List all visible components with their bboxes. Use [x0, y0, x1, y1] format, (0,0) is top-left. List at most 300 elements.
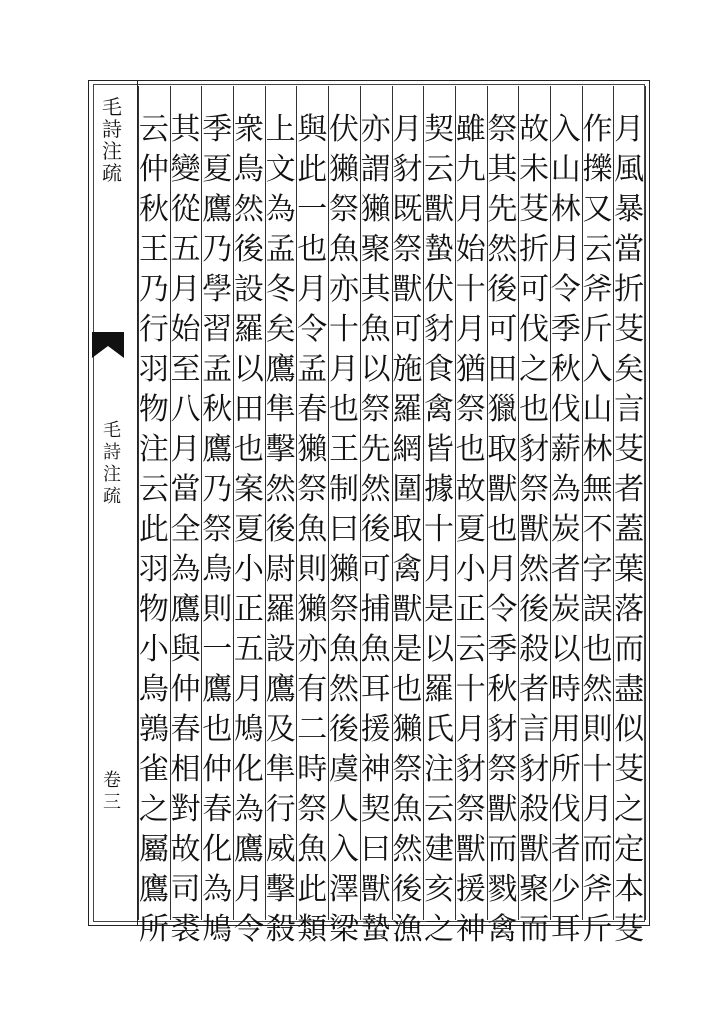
text-char: 擊 [265, 872, 296, 907]
text-char: 者 [550, 552, 581, 587]
text-char: 也 [202, 712, 233, 747]
text-char: 小 [455, 552, 486, 587]
text-char: 祭 [297, 792, 328, 827]
text-char: 為 [233, 792, 264, 827]
margin-char: 疏 [102, 161, 122, 185]
text-char: 芟 [614, 752, 645, 787]
fish-tail-mark-icon [90, 330, 126, 360]
text-char: 王 [328, 432, 359, 467]
text-char: 折 [614, 272, 645, 307]
text-char: 鷹 [202, 672, 233, 707]
text-char: 契 [360, 792, 391, 827]
text-char: 隼 [265, 752, 296, 787]
margin-title-top-text [102, 96, 122, 184]
text-char: 斤 [582, 312, 613, 347]
text-char: 曰 [328, 512, 359, 547]
text-char: 祭 [328, 192, 359, 227]
text-char: 魚 [297, 832, 328, 867]
text-char: 然 [582, 672, 613, 707]
text-char: 入 [550, 112, 581, 147]
text-char: 獺 [392, 712, 423, 747]
text-char: 矣 [614, 352, 645, 387]
text-char: 衆 [233, 112, 264, 147]
text-char: 當 [614, 232, 645, 267]
text-char: 擊 [265, 432, 296, 467]
text-char: 仲 [170, 672, 201, 707]
text-char: 取 [392, 512, 423, 547]
text-char: 也 [582, 632, 613, 667]
text-char: 物 [138, 592, 169, 627]
text-char: 始 [455, 232, 486, 267]
text-char: 既 [392, 192, 423, 227]
text-char: 夏 [202, 152, 233, 187]
text-char: 用 [550, 712, 581, 747]
text-char: 二 [297, 712, 328, 747]
text-char: 豺 [487, 712, 518, 747]
text-char: 季 [487, 632, 518, 667]
text-char: 梁 [328, 912, 359, 947]
text-char: 春 [170, 712, 201, 747]
text-char: 秋 [487, 672, 518, 707]
text-char: 是 [392, 632, 423, 667]
text-char: 折 [519, 232, 550, 267]
text-char: 獺 [297, 432, 328, 467]
text-char: 亥 [424, 872, 455, 907]
text-char: 令 [487, 592, 518, 627]
text-char: 豺 [455, 752, 486, 787]
text-char: 聚 [519, 872, 550, 907]
text-char: 十 [582, 752, 613, 787]
text-char: 後 [360, 512, 391, 547]
text-char: 獸 [519, 832, 550, 867]
text-char: 設 [265, 632, 296, 667]
text-char: 亦 [360, 112, 391, 147]
text-char: 鳥 [202, 552, 233, 587]
text-char: 田 [233, 392, 264, 427]
text-char: 屬 [138, 832, 169, 867]
text-char: 鳩 [202, 912, 233, 947]
text-char: 之 [519, 352, 550, 387]
text-char: 鶉 [138, 712, 169, 747]
text-char: 從 [170, 192, 201, 227]
text-char: 祭 [202, 512, 233, 547]
text-char: 羅 [424, 672, 455, 707]
text-char: 禽 [487, 912, 518, 947]
text-char: 夏 [455, 512, 486, 547]
text-char: 然 [233, 192, 264, 227]
text-char: 春 [202, 792, 233, 827]
text-char: 對 [170, 792, 201, 827]
text-char: 殺 [519, 792, 550, 827]
text-char: 尉 [265, 552, 296, 587]
text-char: 取 [487, 432, 518, 467]
text-char: 令 [550, 272, 581, 307]
text-char: 月 [170, 272, 201, 307]
text-char: 山 [550, 152, 581, 187]
text-char: 殺 [519, 632, 550, 667]
text-char: 鷹 [170, 592, 201, 627]
text-char: 十 [455, 272, 486, 307]
text-char: 鷹 [202, 192, 233, 227]
text-char: 獸 [392, 592, 423, 627]
text-char: 伐 [550, 392, 581, 427]
text-char: 伐 [519, 312, 550, 347]
text-char: 獺 [328, 552, 359, 587]
text-char: 斧 [582, 872, 613, 907]
text-char: 鷹 [233, 832, 264, 867]
margin-char: 詩 [103, 442, 121, 463]
text-char: 仲 [202, 752, 233, 787]
text-char: 者 [519, 672, 550, 707]
text-char: 蟄 [360, 912, 391, 947]
text-char: 以 [550, 632, 581, 667]
text-char: 少 [550, 872, 581, 907]
text-char: 祭 [328, 592, 359, 627]
text-char: 獸 [519, 512, 550, 547]
text-char: 也 [297, 232, 328, 267]
text-char: 後 [233, 232, 264, 267]
text-char: 之 [138, 792, 169, 827]
text-char: 云 [582, 232, 613, 267]
text-char: 未 [519, 152, 550, 187]
text-char: 網 [392, 432, 423, 467]
text-char: 王 [138, 232, 169, 267]
text-char: 獸 [424, 192, 455, 227]
text-char: 也 [233, 432, 264, 467]
margin-char: 注 [103, 464, 121, 485]
text-char: 羅 [233, 312, 264, 347]
text-char: 豺 [519, 432, 550, 467]
text-char: 而 [487, 832, 518, 867]
text-char: 為 [550, 472, 581, 507]
text-char: 葉 [614, 552, 645, 587]
text-char: 裘 [170, 912, 201, 947]
text-char: 云 [424, 152, 455, 187]
text-char: 八 [170, 392, 201, 427]
text-char: 契 [424, 112, 455, 147]
text-char: 注 [424, 752, 455, 787]
text-char: 獸 [392, 272, 423, 307]
text-char: 學 [202, 272, 233, 307]
text-char: 所 [138, 912, 169, 947]
text-char: 秋 [138, 192, 169, 227]
text-char: 魚 [392, 792, 423, 827]
text-char: 言 [519, 712, 550, 747]
text-char: 孟 [297, 352, 328, 387]
text-char: 然 [519, 552, 550, 587]
text-char: 然 [487, 232, 518, 267]
text-char: 月 [233, 672, 264, 707]
text-char: 與 [170, 632, 201, 667]
text-char: 月 [392, 112, 423, 147]
text-char: 不 [582, 512, 613, 547]
text-char: 九 [455, 152, 486, 187]
text-char: 可 [487, 312, 518, 347]
text-char: 月 [614, 112, 645, 147]
margin-title-top [100, 96, 124, 184]
text-char: 者 [614, 472, 645, 507]
text-char: 又 [582, 192, 613, 227]
margin-char: 疏 [103, 486, 121, 507]
text-char: 季 [550, 312, 581, 347]
text-char: 可 [392, 312, 423, 347]
text-char: 正 [233, 592, 264, 627]
text-char: 戮 [487, 872, 518, 907]
text-char: 羅 [265, 592, 296, 627]
text-char: 先 [487, 192, 518, 227]
text-char: 月 [487, 552, 518, 587]
text-char: 化 [233, 752, 264, 787]
text-char: 捕 [360, 592, 391, 627]
text-char: 行 [138, 312, 169, 347]
text-char: 令 [297, 312, 328, 347]
text-char: 乃 [138, 272, 169, 307]
text-char: 月 [170, 432, 201, 467]
text-char: 祭 [360, 392, 391, 427]
text-char: 獺 [360, 192, 391, 227]
text-char: 與 [297, 112, 328, 147]
text-char: 小 [138, 632, 169, 667]
text-char: 月 [455, 712, 486, 747]
text-char: 以 [360, 352, 391, 387]
text-char: 秋 [550, 352, 581, 387]
text-char: 炭 [550, 512, 581, 547]
text-char: 而 [519, 912, 550, 947]
text-char: 漁 [392, 912, 423, 947]
text-char: 鷹 [138, 872, 169, 907]
text-char: 然 [328, 672, 359, 707]
text-char: 亦 [328, 272, 359, 307]
text-char: 也 [487, 512, 518, 547]
text-char: 云 [424, 792, 455, 827]
text-char: 仲 [138, 152, 169, 187]
text-char: 亦 [297, 632, 328, 667]
text-char: 冬 [265, 272, 296, 307]
text-char: 上 [265, 112, 296, 147]
text-char: 豺 [519, 752, 550, 787]
text-char: 然 [360, 472, 391, 507]
text-char: 斤 [582, 912, 613, 947]
text-char: 祭 [392, 752, 423, 787]
text-char: 春 [297, 392, 328, 427]
text-char: 禽 [424, 392, 455, 427]
text-char: 雀 [138, 752, 169, 787]
text-char: 據 [424, 472, 455, 507]
text-char: 十 [455, 672, 486, 707]
text-char: 林 [550, 192, 581, 227]
text-char: 以 [424, 632, 455, 667]
text-char: 斧 [582, 272, 613, 307]
text-char: 鷹 [265, 672, 296, 707]
text-char: 而 [582, 832, 613, 867]
text-char: 本 [614, 872, 645, 907]
text-char: 誤 [582, 592, 613, 627]
text-char: 謂 [360, 152, 391, 187]
text-char: 神 [455, 912, 486, 947]
text-char: 魚 [297, 512, 328, 547]
text-char: 變 [170, 152, 201, 187]
text-char: 相 [170, 752, 201, 787]
margin-page-number [100, 770, 124, 814]
text-char: 是 [424, 592, 455, 627]
text-char: 也 [392, 672, 423, 707]
text-char: 氏 [424, 712, 455, 747]
text-char: 禽 [392, 552, 423, 587]
text-char: 羽 [138, 552, 169, 587]
text-char: 耳 [550, 912, 581, 947]
text-char: 此 [297, 872, 328, 907]
text-char: 月 [328, 352, 359, 387]
text-char: 施 [392, 352, 423, 387]
text-char: 圍 [392, 472, 423, 507]
text-char: 故 [455, 472, 486, 507]
text-char: 當 [170, 472, 201, 507]
text-char: 至 [170, 352, 201, 387]
text-char: 魚 [328, 632, 359, 667]
text-char: 伏 [424, 272, 455, 307]
text-char: 虞 [328, 752, 359, 787]
text-char: 羽 [138, 352, 169, 387]
text-char: 也 [328, 392, 359, 427]
text-char: 司 [170, 872, 201, 907]
text-char: 五 [233, 632, 264, 667]
text-char: 則 [582, 712, 613, 747]
margin-char: 卷 [103, 770, 121, 791]
text-char: 物 [138, 392, 169, 427]
margin-page-number-text [103, 770, 121, 814]
text-char: 季 [202, 112, 233, 147]
text-column [126, 110, 182, 947]
text-char: 後 [265, 512, 296, 547]
text-char: 似 [614, 712, 645, 747]
margin-char: 三 [103, 792, 121, 813]
text-char: 乃 [202, 472, 233, 507]
text-char: 擽 [582, 152, 613, 187]
text-char: 可 [360, 552, 391, 587]
text-char: 始 [170, 312, 201, 347]
text-char: 行 [265, 792, 296, 827]
text-char: 以 [233, 352, 264, 387]
text-char: 獸 [487, 472, 518, 507]
margin-char: 詩 [102, 117, 122, 141]
text-char: 建 [424, 832, 455, 867]
text-char: 祭 [455, 392, 486, 427]
text-char: 言 [614, 392, 645, 427]
text-char: 云 [455, 632, 486, 667]
text-char: 獸 [455, 832, 486, 867]
text-char: 落 [614, 592, 645, 627]
text-char: 則 [297, 552, 328, 587]
margin-char: 毛 [102, 95, 122, 119]
text-char: 人 [328, 792, 359, 827]
text-char: 炭 [550, 592, 581, 627]
text-char: 孟 [265, 232, 296, 267]
text-char: 豺 [424, 312, 455, 347]
text-char: 故 [170, 832, 201, 867]
text-char: 伏 [328, 112, 359, 147]
text-char: 然 [392, 832, 423, 867]
text-char: 類 [297, 912, 328, 947]
text-char: 後 [519, 592, 550, 627]
text-char: 云 [138, 112, 169, 147]
text-char: 鷹 [202, 432, 233, 467]
text-char: 暴 [614, 192, 645, 227]
text-char: 為 [170, 552, 201, 587]
text-char: 之 [614, 792, 645, 827]
text-char: 案 [233, 472, 264, 507]
text-char: 注 [138, 432, 169, 467]
text-char: 故 [519, 112, 550, 147]
text-char: 月 [233, 872, 264, 907]
text-char: 也 [519, 392, 550, 427]
text-char: 後 [328, 712, 359, 747]
text-char: 獵 [487, 392, 518, 427]
text-char: 時 [297, 752, 328, 787]
text-char: 所 [550, 752, 581, 787]
text-char: 習 [202, 312, 233, 347]
text-char: 月 [550, 232, 581, 267]
text-char: 蓋 [614, 512, 645, 547]
text-char: 芟 [614, 432, 645, 467]
text-char: 獸 [487, 792, 518, 827]
text-char: 耳 [360, 672, 391, 707]
text-char: 皆 [424, 432, 455, 467]
text-char: 之 [424, 912, 455, 947]
text-char: 五 [170, 232, 201, 267]
text-char: 可 [519, 272, 550, 307]
text-char: 神 [360, 752, 391, 787]
text-char: 十 [424, 512, 455, 547]
text-char: 作 [582, 112, 613, 147]
text-char: 獺 [297, 592, 328, 627]
text-char: 伐 [550, 792, 581, 827]
text-char: 乃 [202, 232, 233, 267]
text-char: 祭 [455, 792, 486, 827]
text-char: 鷹 [265, 352, 296, 387]
text-char: 正 [455, 592, 486, 627]
text-char: 鳥 [138, 672, 169, 707]
text-char: 月 [424, 552, 455, 587]
text-char: 獸 [360, 872, 391, 907]
text-char: 鳩 [233, 712, 264, 747]
text-char: 制 [328, 472, 359, 507]
text-char: 祭 [392, 232, 423, 267]
text-char: 魚 [328, 232, 359, 267]
text-char: 祭 [519, 472, 550, 507]
text-char: 及 [265, 712, 296, 747]
text-char: 十 [328, 312, 359, 347]
text-char: 云 [138, 472, 169, 507]
text-char: 祭 [487, 752, 518, 787]
text-char: 援 [455, 872, 486, 907]
text-char: 夏 [233, 512, 264, 547]
text-char: 曰 [360, 832, 391, 867]
text-char: 小 [233, 552, 264, 587]
text-char: 為 [265, 192, 296, 227]
text-char: 鳥 [233, 152, 264, 187]
text-char: 山 [582, 392, 613, 427]
text-char: 入 [582, 352, 613, 387]
text-char: 田 [487, 352, 518, 387]
text-char: 風 [614, 152, 645, 187]
text-char: 祭 [487, 112, 518, 147]
text-char: 時 [550, 672, 581, 707]
text-char: 全 [170, 512, 201, 547]
text-char: 月 [297, 272, 328, 307]
text-char: 然 [265, 472, 296, 507]
text-char: 魚 [360, 312, 391, 347]
margin-title-middle [100, 420, 124, 508]
